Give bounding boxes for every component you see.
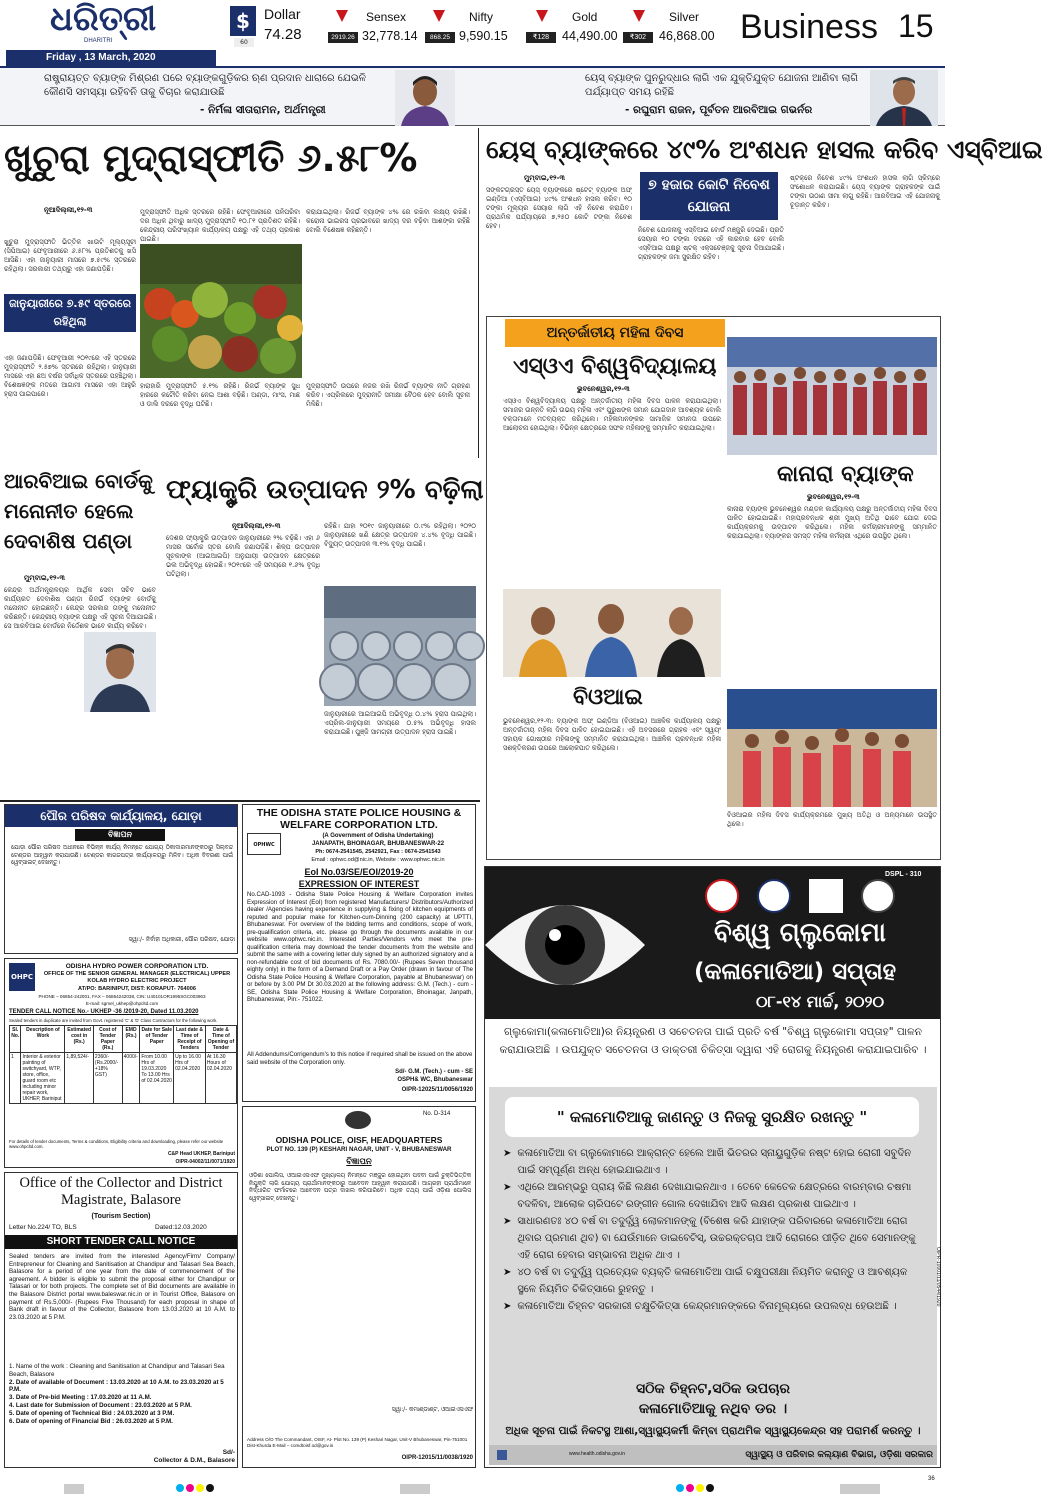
factory-col-3: ଜାନୁୟାରୀରେ ଆଇଆଇପି ଅଭିବୃଦ୍ଧି ୦.୪% ହ୍ରାସ ପାଇଥିଲା। ଏପ୍ରିଲ-ଜାନୁୟାରୀ ସମୟରେ ୦.୫% ଅଭିବୃଦ୍ଧି ହାସଲ କରାଯାଇଛି। ପୁଞ୍ଜି ସାମଗ୍ରୀ ଉତ୍ପାଦନ ହ୍ରାସ ପାଇଛି। xyxy=(324,710,476,736)
inflation-dateline: ନୂଆଦିଲ୍ଲୀ,୧୨-୩ xyxy=(44,206,93,214)
silver-label: Silver xyxy=(669,10,700,24)
oisf-no: No. D-314 xyxy=(423,1111,451,1117)
register-swatch xyxy=(186,1484,194,1492)
arrow-icon: ➤ xyxy=(503,1267,512,1278)
collector-items xyxy=(9,1363,235,1425)
collector-section: (Tourism Section) xyxy=(91,1213,151,1220)
nifty-label: Nifty xyxy=(469,10,493,24)
soa-group-photo xyxy=(727,337,937,455)
steel-coils-photo xyxy=(324,586,476,706)
oisf-addr: PLOT NO. 139 (P) KESHARI NAGAR, UNIT - V, BHUBANESWAR xyxy=(266,1146,452,1153)
collector-dated: Dated:12.03.2020 xyxy=(155,1224,207,1231)
dollar-icon: $ xyxy=(230,6,256,36)
register-swatch xyxy=(840,1484,880,1494)
police-housing-title: THE ODISHA STATE POLICE HOUSING & WELFARE CORPORATION LTD. xyxy=(256,807,462,831)
quote-strip xyxy=(0,66,945,126)
register-swatch xyxy=(400,1484,430,1494)
print-color-bar xyxy=(0,1474,945,1498)
ohpc-tender-ad xyxy=(4,958,238,1168)
glaucoma-intro: ଗ୍ଲୁକୋମା(କଳାମୋତିଆ)ର ନିୟନ୍ତ୍ରଣ ଓ ସଚେତନତା ପାଇଁ ପ୍ରତି ବର୍ଷ "ବିଶ୍ୱ ଗ୍ଲୁକୋମା ସପ୍ତାହ" ପାଳନ କରାଯାଉଅଛି । ଉପଯୁକ୍ତ ସଚେତନତା ଓ ଡାକ୍ତରୀ ଚିକିତ୍ସା ଦ୍ୱାରା ଏହି ରୋଗକୁ ନିୟନ୍ତ୍ରଣ କରାଯାଇପାରିବ । xyxy=(499,1026,927,1056)
gold-value: 44,490.00 xyxy=(562,29,618,43)
collector-item: 5. Date of opening of Technical Bid : 24.03.2020 at 3 P.M. xyxy=(9,1409,175,1417)
masthead xyxy=(0,0,945,66)
inflation-story xyxy=(0,128,472,458)
collector-item: 1. Name of the work : Cleaning and Sanitisation at Chandipur and Talasari Sea Beach, Balasore xyxy=(9,1363,225,1378)
factory-dateline: ନୂଆଦିଲ୍ଲୀ,୧୨-୩ xyxy=(232,522,281,530)
table-cell: From 10.00 Hrs of 19.03.2020 To 13.00 Hrs of 02.04.2020 xyxy=(140,1053,174,1104)
register-swatch xyxy=(64,1484,84,1494)
column-divider xyxy=(478,128,479,458)
vegetable-market-photo xyxy=(140,244,302,378)
police-housing-email: Email : ophwc.od@nic.in, Website : www.ophwc.nic.in xyxy=(311,857,445,863)
yes-bank-col-2: ନିବେଶ ଯୋଜନାକୁ ଏସ୍‌ବିଆଇ ବୋର୍ଡ ମଞ୍ଜୁରି ଦେଇଛି। ପ୍ରତି ସେୟାର ୧୦ ଟଙ୍କା ଦରରେ ଏହି କାରବାର ହେବ ବୋଲି ଏସ୍‌ବିଆଇ ପକ୍ଷରୁ ଷ୍ଟକ୍ ଏକ୍ସଚେଞ୍ଜକୁ ସୂଚନା ଦିଆଯାଇଛି। ଗ୍ରାହକଙ୍କ ଜମା ସୁରକ୍ଷିତ ରହିବ। xyxy=(638,226,784,261)
quote-right-text: ୟେସ୍ ବ୍ୟାଙ୍କ ପୁନରୁଦ୍ଧାର ଲାଗି ଏକ ଯୁକ୍ତିଯୁକ୍ତ ଯୋଜନା ଆଣିବା ଲାଗି ପର୍ଯ୍ୟାପ୍ତ ସମୟ ରହିଛି xyxy=(585,73,859,98)
glaucoma-motto-1: ସଠିକ ଚିହ୍ନଟ,ସଠିକ ଉପଚାର xyxy=(635,1381,791,1397)
glaucoma-bullet: ➤ ସାଧାରଣତଃ ୪୦ ବର୍ଷ ବା ତଦୁର୍ଦ୍ଧ୍ୱ ଲୋକମାନଙ୍କୁ (ବିଶେଷ କରି ଯାହାଙ୍କ ପରିବାରରେ କଳାମୋତିଆ ରୋଗ ଥିବାର ପ୍ରମାଣ ଥିବ) ବା ଯେଉଁମାନେ ଡାଇବେଟିସ୍, ଉଚ୍ଚରକ୍ତଚାପ ଆଦି ରୋଗରେ ପୀଡ଼ିତ ଥିବେ ସେମାନଙ୍କୁ ଏହି ରୋଗ ହେବାର ସମ୍ଭାବନା ଅଧିକ ଥାଏ । xyxy=(503,1213,923,1264)
oisf-address-line: Address O/O The Commandant, OISF, At- Plot No. 139 (P) Keshari Nagar, Unit-V Bhubaneswar, Pin-751001 Dist-Khurda E-Mail – comdtoisf.od@gov.in xyxy=(247,1437,468,1448)
glaucoma-ad xyxy=(484,866,941,1468)
sitharaman-photo xyxy=(395,70,455,126)
collector-item: 6. Date of opening of Financial Bid : 26.03.2020 at 5 P.M. xyxy=(9,1417,173,1425)
police-housing-oipr: OIPR-12025/11/0056/1920 xyxy=(401,1087,473,1093)
boi-body: ଭୁବନେଶ୍ୱର,୧୨-୩: ବ୍ୟାଙ୍କ ଅଫ୍ ଇଣ୍ଡିଆ (ବିଓଆଇ) ଆଞ୍ଚଳିକ କାର୍ଯ୍ୟାଳୟ ପକ୍ଷରୁ ଅନ୍ତର୍ଜାତୀୟ ମହିଳା ଦିବସ ପାଳିତ ହୋଇଯାଇଛି। ଏହି ଅବସରରେ ଗ୍ରାହକ ଏବଂ ସ୍ୱୟଂ ସହାୟକ ଗୋଷ୍ଠୀର ମହିଳାଙ୍କୁ ସମ୍ମାନିତ କରାଯାଇଥିଲା। ଆଞ୍ଚଳିକ ପ୍ରବନ୍ଧକ ମହିଳା ସଶକ୍ତିକରଣ ଉପରେ ଆଲୋକପାତ କରିଥିଲେ। xyxy=(503,717,721,752)
register-swatch xyxy=(206,1484,214,1492)
gold-widget xyxy=(526,6,621,48)
police-housing-ad xyxy=(242,804,476,1102)
yes-bank-col-3: ଷ୍ଟକ୍‌ରେ ନିବେଶ ୪୯% ଅଂଶଧନ ହାସଲ ଲାଗି ସ୍କିମ୍‌ରେ ସଂଶୋଧନ କରାଯାଇଛି। ୟେସ୍ ବ୍ୟାଙ୍କ ଗ୍ରାହକଙ୍କ ପାଇଁ ଟଙ୍କା ଉଠାଣ ସୀମା ଲାଗୁ ରହିଛି। ଆରବିଆଇ ଏହି ଯୋଜନାକୁ ଚୂଡ଼ାନ୍ତ କରିବ। xyxy=(790,174,940,209)
sensex-change: 2919.26 xyxy=(328,32,358,43)
police-housing-eoi: EoI No.03/SE/EOI/2019-20 xyxy=(304,867,414,877)
nhm-logo-icon xyxy=(705,879,739,913)
factory-headline: ଫ୍ୟାକ୍ଟ୍ରି ଉତ୍ପାଦନ ୨% ବଢ଼ିଲା xyxy=(166,475,484,505)
ohpc-address: AT/PO: BARINIPUT, DIST: KORAPUT- 764006 xyxy=(77,986,196,992)
ohpc-table-wrap xyxy=(9,1025,237,1104)
police-housing-eoi-title: EXPRESSION OF INTEREST xyxy=(298,879,420,889)
section-title: Business xyxy=(740,8,878,46)
collector-item: 4. Last date for Submission of Document : 23.03.2020 at 5 P.M. xyxy=(9,1401,192,1409)
collector-item: 2. Date of available of Document : 13.03.2020 at 10 A.M. to 23.03.2020 at 5 P.M. xyxy=(9,1378,224,1394)
inflation-headline: ଖୁଚୁରା ମୁଦ୍ରାସ୍ଫୀତି ୬.୫୮% xyxy=(4,136,418,180)
glaucoma-motto-2: କଳାମୋତିଆକୁ ନଥିବ ଡର । xyxy=(638,1401,788,1417)
collector-letter: Letter No.224/ TO, BLS xyxy=(9,1224,77,1231)
inflation-col-2: ମୁଦ୍ରାସ୍ଫୀତି ଅଧିକ ସ୍ତରରେ ରହିଛି। ଫେବୃଆରୀରେ ପନିପରିବା ଦର ଅଧିକ ଥିବାରୁ ଖାଦ୍ୟ ମୁଦ୍ରାସ୍ଫୀତି ୧୦.୮୧ ପ୍ରତିଶତ ରହିଛି। କେନ୍ଦ୍ରୀୟ ପରିସଂଖ୍ୟାନ କାର୍ଯ୍ୟାଳୟ ପକ୍ଷରୁ ଏହି ତଥ୍ୟ ପ୍ରକାଶ ପାଇଛି। xyxy=(140,208,300,243)
nifty-change: 868.25 xyxy=(425,32,455,43)
inflation-col-6: ମୁଦ୍ରାସ୍ଫୀତି ଉପରେ ନଜର ରଖି ରିଜର୍ଭ ବ୍ୟାଙ୍କ ନୀତି ଗ୍ରହଣ କରିବ। ଏପ୍ରିଲରେ ମୁଦ୍ରାନୀତି ସମୀକ୍ଷା ବୈଠକ ହେବ ବୋଲି ସୂଚନା ମିଳିଛି। xyxy=(306,382,470,408)
glaucoma-subtitle: (କଳାମୋତିଆ) ସପ୍ତାହ xyxy=(693,959,897,985)
glaucoma-footer-bar xyxy=(489,1445,937,1465)
silver-widget xyxy=(623,6,718,48)
inflation-highlight: ଜାନୁୟାରୀରେ ୭.୫୯ ସ୍ତରରେ ରହିଥିଲା xyxy=(4,294,136,332)
glaucoma-dspl: DSPL - 310 xyxy=(885,871,922,878)
oisf-body: ଓଡ଼ିଶା ପୋଲିସ, ଓଆଇଏସଏଫ ମୁଖ୍ୟାଳୟ ନିମନ୍ତେ ମଞ୍ଜୁର ହୋଇଥିବା ପଦବୀ ପାଇଁ ଚୁକ୍ତିଭିତ୍ତିକ ନିଯୁକ୍ତି ଲାଗି ଯୋଗ୍ୟ ପ୍ରାର୍ଥୀମାନଙ୍କଠାରୁ ଆବେଦନ ଆହ୍ୱାନ କରାଯାଉଛି। ଆଗ୍ରହୀ ପ୍ରାର୍ଥୀମାନେ ନିର୍ଦ୍ଧାରିତ ଫର୍ମାଟରେ ଆବେଦନ ପତ୍ର ଦାଖଲ କରିପାରିବେ। ଅଧିକ ତଥ୍ୟ ପାଇଁ ଓଡ଼ିଶା ପୋଲିସ ୱେବ୍‌ସାଇଟ୍ ଦେଖନ୍ତୁ। xyxy=(249,1173,471,1202)
glaucoma-bullet: ➤ ଏଥିରେ ଆରମ୍ଭରୁ ପ୍ରାୟ କିଛି ଲକ୍ଷଣ ଦେଖାଯାଇନଥାଏ । ତେବେ କେତେକ କ୍ଷେତ୍ରରେ ବାରମ୍ବାର ଚଷମା ବଦଳିବା, ଆଲୋକ ଚାରିପଟେ ରଙ୍ଗୀନ ଗୋଲ ଦେଖାଯିବା ଆଦି ଲକ୍ଷଣ ପ୍ରକାଶ ପାଇଥାଏ । xyxy=(503,1179,923,1213)
yes-bank-headline: ୟେସ୍ ବ୍ୟାଙ୍କରେ ୪୯% ଅଂଶଧନ ହାସଲ କରିବ ଏସ୍‌ବିଆଇ xyxy=(486,135,1043,164)
boi-caption: ବିଓଆଇର ମହିଳା ଦିବସ କାର୍ଯ୍ୟକ୍ରମରେ ମୁଖ୍ୟ ଅତିଥି ଓ ଅନ୍ୟମାନେ ଉପସ୍ଥିତ ଥିଲେ। xyxy=(727,811,937,828)
police-housing-addendum: All Addendums/Corrigendum's to this notice if required shall be issued on the above said website of the Corporation only. xyxy=(247,1051,473,1066)
debashish-panda-photo xyxy=(84,632,156,712)
nifty-widget xyxy=(425,6,515,48)
collector-heading: SHORT TENDER CALL NOTICE xyxy=(5,1235,237,1249)
dollar-label: Dollar xyxy=(264,6,301,22)
collector-title: Office of the Collector and District Magistrate, Balasore xyxy=(19,1175,223,1208)
collector-body: Sealed tenders are invited from the interested Agency/Firm/ Company/ Entrepreneur for Cleaning and Sanitisation at Chandipur and Talasari Sea Beach, Balasore for a period of one year from the date of commencement of the agreement. A bidder is eligible to submit the proposal either for Chandipur or Talasari or for both projects. The complete set of Bid documents are available in the Balasore District portal www.baleswar.nic.in or in Tourist Office, Balasore on payment of Rs.5,000/- (Rupees Five Thousand) for each proposal in shape of Bank draft in favour of the Collector, Balasore from 13.03.2020 at 10 A.M. to 23.03.2020 at 5 P.M. xyxy=(9,1253,235,1321)
table-cell: At 16.30 Hours of 02.04.2020 xyxy=(205,1053,236,1104)
factory-col-1: ଦେଶର ଫ୍ୟାକ୍ଟ୍ରି ଉତ୍ପାଦନ ଜାନୁୟାରୀରେ ୨% ବଢ଼ିଛି। ଏହା ୬ ମାସର ସର୍ବୋଚ୍ଚ ସ୍ତର ବୋଲି ଜଣାପଡ଼ିଛି। ଶିଳ୍ପ ଉତ୍ପାଦନ ସୂଚକାଙ୍କ (ଆଇଆଇପି) ଅନୁଯାୟୀ ଉତ୍ପାଦନ କ୍ଷେତ୍ରରେ ଭଲ ଅଭିବୃଦ୍ଧି ହୋଇଛି। ୨୦୧୯ରେ ଏହି ସମୟରେ ୧.୬% ବୃଦ୍ଧି ଘଟିଥିଲା। xyxy=(166,534,320,578)
glaucoma-contact: ଅଧିକ ସୂଚନା ପାଇଁ ନିକଟସ୍ଥ ଆଶା,ସ୍ୱାସ୍ଥ୍ୟକର୍ମୀ କିମ୍ବା ପ୍ରାଥମିକ ସ୍ୱାସ୍ଥ୍ୟକେନ୍ଦ୍ର ସହ ପରାମର୍ଶ କରନ୍ତୁ । xyxy=(505,1425,921,1437)
table-cell: 2360/- (Rs.2000/- +18% GST) xyxy=(93,1053,122,1104)
down-arrow-icon xyxy=(433,10,445,22)
sensex-label: Sensex xyxy=(366,10,407,24)
womens-day-banner: ଅନ୍ତର୍ଜାତୀୟ ମହିଳା ଦିବସ xyxy=(505,319,725,347)
yes-bank-dateline: ମୁମ୍ବାଇ,୧୨-୩ xyxy=(524,174,565,182)
rbi-board-dateline: ମୁମ୍ବାଇ,୧୨-୩ xyxy=(24,574,65,582)
quote-right-attribution: - ରଘୁରାମ ରାଜନ, ପୂର୍ବତନ ଆରବିଆଇ ଗଭର୍ନର xyxy=(625,104,813,116)
table-header: Sl. No. xyxy=(10,1026,21,1053)
oisf-title: ODISHA POLICE, OISF, HEADQUARTERS xyxy=(275,1135,443,1145)
canara-body: କାନାରା ବ୍ୟାଙ୍କ ଭୁବନେଶ୍ୱର ମଣ୍ଡଳ କାର୍ଯ୍ୟାଳୟ ପକ୍ଷରୁ ଅନ୍ତର୍ଜାତୀୟ ମହିଳା ଦିବସ ପାଳିତ ହୋଇଯାଇଛି। ମହାପ୍ରବନ୍ଧକ ଶ୍ରୀ ମୁଖ୍ୟ ଅତିଥି ଭାବେ ଯୋଗ ଦେଇ କାର୍ଯ୍ୟକ୍ରମକୁ ଉଦ୍‌ଘାଟନ କରିଥିଲେ। ମହିଳା କର୍ମଚାରୀମାନଙ୍କୁ ସମ୍ମାନିତ କରାଯାଇଥିଲା। ବ୍ୟାଙ୍କର ସମସ୍ତ ମହିଳା କର୍ମଚାରୀ ଏଥିରେ ଉପସ୍ଥିତ ଥିଲେ। xyxy=(727,505,937,540)
nifty-value: 9,590.15 xyxy=(459,29,508,43)
table-header: Date & Time of Opening of Tender xyxy=(205,1026,236,1053)
soa-body: ଏସ୍‌ଓଏ ବିଶ୍ୱବିଦ୍ୟାଳୟ ପକ୍ଷରୁ ଅନ୍ତର୍ଜାତୀୟ ମହିଳା ଦିବସ ପାଳନ କରାଯାଇଥିଲା। ସମାଜର ଉନ୍ନତି ଲାଗି ଉଭୟ ମହିଳା ଏବଂ ପୁରୁଷଙ୍କ ସମାନ ଯୋଗଦାନ ଆବଶ୍ୟକ ବୋଲି ବକ୍ତାମାନେ ମତବ୍ୟକ୍ତ କରିଥିଲେ। ମହିଳାମାନଙ୍କର ସାମାଜିକ ସମାନତା ଉପରେ ଆଲୋଚନା ହୋଇଥିଲା। ବିଭିନ୍ନ କ୍ଷେତ୍ରରେ ସଫଳ ମହିଳାଙ୍କୁ ସମ୍ମାନିତ କରାଯାଇଥିଲା। xyxy=(503,397,721,432)
yes-bank-col-1: ସଙ୍କଟଗ୍ରସ୍ତ ୟେସ୍ ବ୍ୟାଙ୍କରେ ଷ୍ଟେଟ୍ ବ୍ୟାଙ୍କ ଅଫ୍ ଇଣ୍ଡିଆ (ଏସ୍‌ବିଆଇ) ୪୯% ଅଂଶଧନ ହାସଲ କରିବ। ୧୦ ଟଙ୍କା ମୂଲ୍ୟର ସେୟାର ଲାଗି ଏହି ନିବେଶ କରାଯିବ। ପ୍ରାଥମିକ ପର୍ଯ୍ୟାୟରେ ୭,୨୫୦ କୋଟି ଟଙ୍କା ନିବେଶ ହେବ। xyxy=(486,186,632,230)
section-divider xyxy=(0,800,480,802)
yes-bank-box: ୭ ହଜାର କୋଟି ନିବେଶ ଯୋଜନା xyxy=(640,172,778,220)
police-housing-addr: JANAPATH, BHOINAGAR, BHUBANESWAR-22 xyxy=(311,841,445,847)
police-housing-sign-2: OSPH& WC, Bhubaneswar xyxy=(397,1077,473,1083)
police-housing-sign-1: Sd/- G.M. (Tech.) - cum - SE xyxy=(395,1069,473,1075)
register-swatch xyxy=(696,1484,704,1492)
glaucoma-dept: ସ୍ୱାସ୍ଥ୍ୟ ଓ ପରିବାର କଲ୍ୟାଣ ବିଭାଗ, ଓଡ଼ିଶା ସରକାର xyxy=(745,1450,933,1460)
register-swatch xyxy=(196,1484,204,1492)
inflation-col-5: ହାରାହାରି ମୁଦ୍ରାସ୍ଫୀତି ୫.୧% ରହିଛି। ରିଜର୍ଭ ବ୍ୟାଙ୍କ ସୁଧ ହାରରେ କଟୌତି କରିବା ନେଇ ଆଶା ବଢ଼ିଛି। ଅଣ୍ଡା, ମାଂସ, ମାଛ ଓ ଡାଲି ଦରରେ ବୃଦ୍ଧି ଘଟିଛି। xyxy=(140,382,300,408)
glaucoma-slogan: " କଳାମୋତିଆକୁ ଜାଣନ୍ତୁ ଓ ନିଜକୁ ସୁରକ୍ଷିତ ରଖନ୍ତୁ " xyxy=(505,1097,919,1137)
table-cell: 4000/- xyxy=(122,1053,140,1104)
oisf-ad xyxy=(242,1106,476,1468)
silver-change: ₹302 xyxy=(623,32,653,43)
glaucoma-bullets xyxy=(503,1145,923,1315)
soa-speakers-photo xyxy=(503,589,721,677)
ohpc-sealed: Sealed tenders in duplicate are invited from Govt. registered 'C' & 'D' Class Contractors for the following work. xyxy=(9,1018,218,1023)
table-header: EMD (Rs.) xyxy=(122,1026,140,1053)
rbi-board-body: କେନ୍ଦ୍ର ଅର୍ଥମନ୍ତ୍ରାଳୟର ଆର୍ଥିକ ସେବା ସଚିବ ଭାବେ କାର୍ଯ୍ୟରତ ଦେବାଶିଷ ପଣ୍ଡା ରିଜର୍ଭ ବ୍ୟାଙ୍କ ବୋର୍ଡକୁ ମନୋନୀତ ହୋଇଛନ୍ତି। କେନ୍ଦ୍ର ସରକାର ତାଙ୍କୁ ମନୋନୀତ କରିଛନ୍ତି। କେନ୍ଦ୍ରୀୟ ବ୍ୟାଙ୍କ ପକ୍ଷରୁ ଏହି ସୂଚନା ଦିଆଯାଇଛି। ସେ ଆରବିଆଇ ବୋର୍ଡରେ ନିର୍ଦ୍ଦେଶକ ଭାବେ କାର୍ଯ୍ୟ କରିବେ। xyxy=(4,586,156,630)
print-page-tag: 36 xyxy=(928,1476,935,1482)
canara-headline: କାନାରା ବ୍ୟାଙ୍କ xyxy=(777,462,914,487)
collector-item: 3. Date of Pre-bid Meeting : 17.03.2020 at 11 A.M. xyxy=(9,1394,152,1402)
table-cell: Interior & exterior painting of switchyard, WTP, store, office, guard room etc including minor repair work, UKHEP, Bariniput xyxy=(21,1053,65,1104)
oisf-oipr: OIPR-12015/11/0038/1920 xyxy=(401,1455,473,1461)
collector-sign-2: Collector & D.M., Balasore xyxy=(153,1457,235,1464)
sensex-widget xyxy=(328,6,423,48)
glaucoma-dates: ୦୮-୧୪ ମାର୍ଚ୍ଚ, ୨୦୨୦ xyxy=(755,992,885,1011)
masthead-logo: ଧରିତ୍ରୀ xyxy=(50,1,157,38)
police-housing-sub: (A Government of Odisha Undertaking) xyxy=(322,833,434,839)
dollar-change: 60 xyxy=(234,38,254,47)
soa-headline: ଏସ୍‌ଓଏ ବିଶ୍ୱବିଦ୍ୟାଳୟ xyxy=(513,354,717,379)
facebook-icon xyxy=(497,1450,507,1460)
down-arrow-icon xyxy=(336,10,348,22)
quote-left-attribution: - ନିର୍ମଳା ସୀତାରାମନ, ଅର୍ଥମନ୍ତ୍ରୀ xyxy=(200,104,326,116)
glaucoma-web: www.health.odisha.gov.in xyxy=(569,1451,626,1457)
arrow-icon: ➤ xyxy=(503,1182,512,1193)
masthead-logo-sub: DHARITRI xyxy=(84,38,113,44)
odisha-emblem-icon xyxy=(861,879,895,913)
soa-dateline: ଭୁବନେଶ୍ୱର,୧୨-୩ xyxy=(577,385,630,393)
police-housing-phone: Ph: 0674-2541545, 2542921, Fax : 0674-2541543 xyxy=(315,849,441,855)
paura-title: ପୌର ପରିଷଦ କାର୍ଯ୍ୟାଳୟ, ଯୋଡ଼ା xyxy=(5,805,237,827)
ohpc-org: ODISHA HYDRO POWER CORPORATION LTD. xyxy=(65,963,209,970)
table-cell: 1 xyxy=(10,1053,21,1104)
gold-label: Gold xyxy=(572,10,598,24)
glaucoma-title: ବିଶ୍ୱ ଗ୍ଲୁକୋମା xyxy=(714,918,886,948)
gold-change: ₹128 xyxy=(526,32,556,43)
yes-bank-story xyxy=(486,128,1043,314)
rbi-board-story xyxy=(0,462,160,798)
npcb-logo-icon xyxy=(757,879,791,913)
collector-sign-1: Sd/- xyxy=(222,1449,235,1456)
ohpc-tender-table xyxy=(9,1025,237,1104)
ohpc-office: OFFICE OF THE SENIOR GENERAL MANAGER (ELECTRICAL) UPPER KOLAB HYDRO ELECTRIC PROJECT xyxy=(43,971,231,984)
rbi-board-headline: ଆରବିଆଇ ବୋର୍ଡକୁ ମନୋନୀତ ହେଲେ ଦେବାଶିଷ ପଣ୍ଡା xyxy=(4,469,153,553)
glaucoma-bullet: ➤ କଳାମୋତିଆ ଚିହ୍ନଟ ସରକାରୀ ଚକ୍ଷୁଚିକିତ୍ସା କେନ୍ଦ୍ରମାନଙ୍କରେ ବିନାମୂଲ୍ୟରେ ଉପଲବ୍ଧ ହେଉଅଛି । xyxy=(503,1298,923,1315)
ohpc-oipr: OIPR-04002/11/0071/1920 xyxy=(175,1159,235,1165)
paura-body: ଯୋଡ଼ା ପୌର ପରିଷଦ ଅଧୀନରେ ବିଭିନ୍ନ କାର୍ଯ୍ୟ ନିମନ୍ତେ ଯୋଗ୍ୟ ଠିକାଦାରମାନଙ୍କଠାରୁ ସିଲ୍‌ବନ୍ଦ ଟେଣ୍ଡର ଆହ୍ୱାନ କରାଯାଉଛି। ଟେଣ୍ଡର କାଗଜପତ୍ର କାର୍ଯ୍ୟାଳୟରୁ ମିଳିବ। ଅଧିକ ବିବରଣୀ ପାଇଁ ୱେବ୍‌ସାଇଟ୍ ଦେଖନ୍ତୁ। xyxy=(11,845,233,867)
glaucoma-header xyxy=(485,867,940,1019)
canara-dateline: ଭୁବନେଶ୍ୱର,୧୨-୩ xyxy=(807,493,860,501)
paura-signature: ସ୍ୱା:/- ନିର୍ବାହୀ ଅଧିକାରୀ, ପୌର ପରିଷଦ, ଯୋଡ଼ା xyxy=(128,937,235,943)
glaucoma-bullet: ➤ କଳାମୋତିଆ ବା ଗ୍ଲୁକୋମାରେ ଆକ୍ରାନ୍ତ ହେଲେ ଆଖି ଭିତରର ସ୍ନାୟୁଗୁଡ଼ିକ ନଷ୍ଟ ହୋଇ ରୋଗୀ ସବୁଦିନ ପାଇଁ ସମ୍ପୂର୍ଣ୍ଣ ଅନ୍ଧ ହୋଇଯାଇଥାଏ । xyxy=(503,1145,923,1179)
ohpc-sign: C&P Head UKHEP, Bariniput xyxy=(167,1151,235,1157)
eye-care-logo-icon xyxy=(809,879,843,913)
table-header: Date for Sale of Tender Paper xyxy=(140,1026,174,1053)
ohpc-footer: For details of tender documents, Terms & conditions, Eligibility criteria and downloading, please refer our website www.ohpcltd.com. xyxy=(9,1139,224,1149)
oisf-sub: ବିଜ୍ଞାପନ xyxy=(346,1157,372,1167)
register-swatch xyxy=(686,1484,694,1492)
factory-story xyxy=(162,462,484,798)
page-number: 15 xyxy=(898,8,934,44)
boi-headline: ବିଓଆଇ xyxy=(573,685,643,710)
arrow-icon: ➤ xyxy=(503,1301,512,1312)
register-swatch xyxy=(676,1484,684,1492)
paura-ad xyxy=(4,804,238,954)
arrow-icon: ➤ xyxy=(503,1216,512,1227)
table-header: Description of Work xyxy=(21,1026,65,1053)
silver-value: 46,868.00 xyxy=(659,29,715,43)
ohpc-phone: PHONE – 06854-242001, FAX – 06854242038, CIN: U40101OR1995SGC003963 xyxy=(38,994,206,999)
police-housing-body: No.CAD-1093 - Odisha State Police Housing & Welfare Corporation invites Expression of Interest (EoI) from registered Manufacturers/ Distributors/Authorized dealer /Agencies having experience in supplying & fixing of kitchen equipments of reputed and popular make for Kitchen-cum-Dinning (200 capacity) at UPTTI, Bhubaneswar. For overview of the bidding terms and conditions, scope of work, pre-qualification criteria, etc. please go through the documents available in our website www.ophwc.nic.in. Interested Parties/Vendors who meet the pre-qualification criteria may download the tender documents from the website and submit the same with a covering letter duly signed by an authorized signatory and a non-refundable cost of bid documents of Rs. 7080.00/- (Rupees Seven thousand eighty only) in the form of a Demand Draft or a Pay Order (drawn in favour of The Odisha State Police Housing & Welfare Corporation, payable at Bhubaneswar) on or before by 3.00 PM Dt 30.03.2020 at the following address: G.M. (Tech.) - cum - SE, Odisha State Police Housing & Welfare Corporation, Bhoinagar, Janpath, Bhubaneswar, Pin:- 751022. xyxy=(247,891,473,1003)
ohpc-notice: TENDER CALL NOTICE No.- UKHEP -36 /2019-20, Dated 11.03.2020 xyxy=(9,1009,199,1015)
inflation-col-3: କରାଯାଇଥିଲା। ରିଜର୍ଭ ବ୍ୟାଙ୍କ ୪% ରେ ରଖିବା ଲକ୍ଷ୍ୟ ରଖିଛି। କରୋନା ଭାଇରସ ପ୍ରଭାବରେ ଖାଦ୍ୟ ଦର ବଢ଼ିବା ଆଶଙ୍କା ରହିଛି ବୋଲି ବିଶେଷଜ୍ଞ କହିଛନ୍ତି। xyxy=(306,208,470,234)
dollar-widget xyxy=(230,6,320,48)
register-swatch xyxy=(706,1484,714,1492)
boi-event-photo xyxy=(727,689,937,807)
oisf-sign: ସ୍ୱା:/- କମାଣ୍ଡାଣ୍ଟ, ଓଆଇଏସଏଫ xyxy=(391,1407,473,1413)
register-swatch xyxy=(176,1484,184,1492)
down-arrow-icon xyxy=(536,10,548,22)
table-header-row xyxy=(10,1026,237,1053)
rajan-photo xyxy=(870,70,938,126)
collector-tender-ad xyxy=(4,1172,238,1468)
arrow-icon: ➤ xyxy=(503,1148,512,1159)
table-cell: 1,89,524/- xyxy=(65,1053,94,1104)
ophwc-logo: OPHWC xyxy=(247,833,281,855)
eye-icon xyxy=(475,875,655,1015)
table-header: Estimated cost in (Rs.) xyxy=(65,1026,94,1053)
sensex-value: 32,778.14 xyxy=(362,29,418,43)
table-cell: Up to 16.00 Hrs of 02.04.2020 xyxy=(174,1053,206,1104)
ohpc-logo: OHPC xyxy=(9,963,35,991)
table-header: Cost of Tender Paper (Rs.) xyxy=(93,1026,122,1053)
table-row xyxy=(10,1053,237,1104)
glaucoma-oipr: OIPR-10001/11/0544/1920 xyxy=(935,1247,941,1307)
inflation-col-4: ଏହା ଜଣାପଡ଼ିଛି। ଫେବୃଆରୀ ୨୦୧୯ରେ ଏହି ସ୍ତରରେ ମୁଦ୍ରାସ୍ଫୀତି ୨.୫୭% ସ୍ତରରେ ରହିଥିଲା। ଜାନୁୟାରୀ ମାସରେ ଏହା ଛଅ ବର୍ଷର ସର୍ବାଧିକ ସ୍ତରରେ ପହଞ୍ଚିଥିଲା। ବିଶେଷଜ୍ଞଙ୍କ ମତରେ ଆଗାମୀ ମାସରେ ଏହା ଆହୁରି ହ୍ରାସ ପାଇପାରେ। xyxy=(4,354,136,398)
factory-col-2: ରହିଛି। ଯାହା ୨୦୧୯ ଜାନୁୟାରୀରେ ୦.୯% ରହିଥିଲା। ୨୦୨୦ ଜାନୁୟାରୀରେ ଖଣି କ୍ଷେତ୍ର ଉତ୍ପାଦନ ୪.୪% ବୃଦ୍ଧି ପାଇଛି। ବିଦ୍ୟୁତ୍ ଉତ୍ପାଦନ ୩.୧% ବୃଦ୍ଧି ପାଇଛି। xyxy=(324,522,476,548)
table-header: Last date & Time of Receipt of Tenders xyxy=(174,1026,206,1053)
womens-day-section xyxy=(486,316,941,860)
glaucoma-bullet: ➤ ୪୦ ବର୍ଷ ବା ତଦୁର୍ଦ୍ଧ୍ୱ ପ୍ରତ୍ୟେକ ବ୍ୟକ୍ତି କଳାମୋତିଆ ପାଇଁ ଚକ୍ଷୁପରୀକ୍ଷା ନିୟମିତ କରାନ୍ତୁ ଓ ଆବଶ୍ୟକ ସ୍ଥଳେ ନିୟମିତ ଚିକିତ୍ସାରେ ରୁହନ୍ତୁ । xyxy=(503,1264,923,1298)
masthead-date: Friday , 13 March, 2020 xyxy=(6,50,216,66)
dollar-value: 74.28 xyxy=(264,26,302,43)
oisf-emblem-icon xyxy=(345,1111,371,1129)
ohpc-email: E-mail: sgmel_ukhep@ohpcltd.com xyxy=(85,1001,159,1006)
inflation-col-1: ଖୁଚୁରା ମୁଦ୍ରାସ୍ଫୀତି ଭିତ୍ତିକ ଖାଉଟି ମୂଲ୍ୟସୂଚୀ (ସିପିଆଇ) ଫେବୃଆରୀରେ ୬.୫୮% ପ୍ରତିଶତକୁ ଖସି ଆସିଛି। ଏହା ଜାନୁୟାରୀ ମାସରେ ୭.୫୯% ସ୍ତରରେ ରହିଥିଲା। ସରକାରୀ ତଥ୍ୟରୁ ଏହା ଜଣାପଡ଼ିଛି। xyxy=(4,238,136,273)
paura-sub: ବିଜ୍ଞାପନ xyxy=(75,829,165,841)
glaucoma-info-panel xyxy=(489,1087,937,1465)
down-arrow-icon xyxy=(633,10,645,22)
quote-left-text: ରାଷ୍ଟ୍ରାୟତ୍ତ ବ୍ୟାଙ୍କ ମିଶ୍ରଣ ପରେ ବ୍ୟାଙ୍କଗୁଡ଼ିକର ଋଣ ପ୍ରଦାନ ଧାରାରେ ଯେଭଳି କୌଣସି ସମସ୍ୟା ରହିବନି ତାକୁ ବିଚାର କରାଯାଉଛି xyxy=(44,73,366,98)
